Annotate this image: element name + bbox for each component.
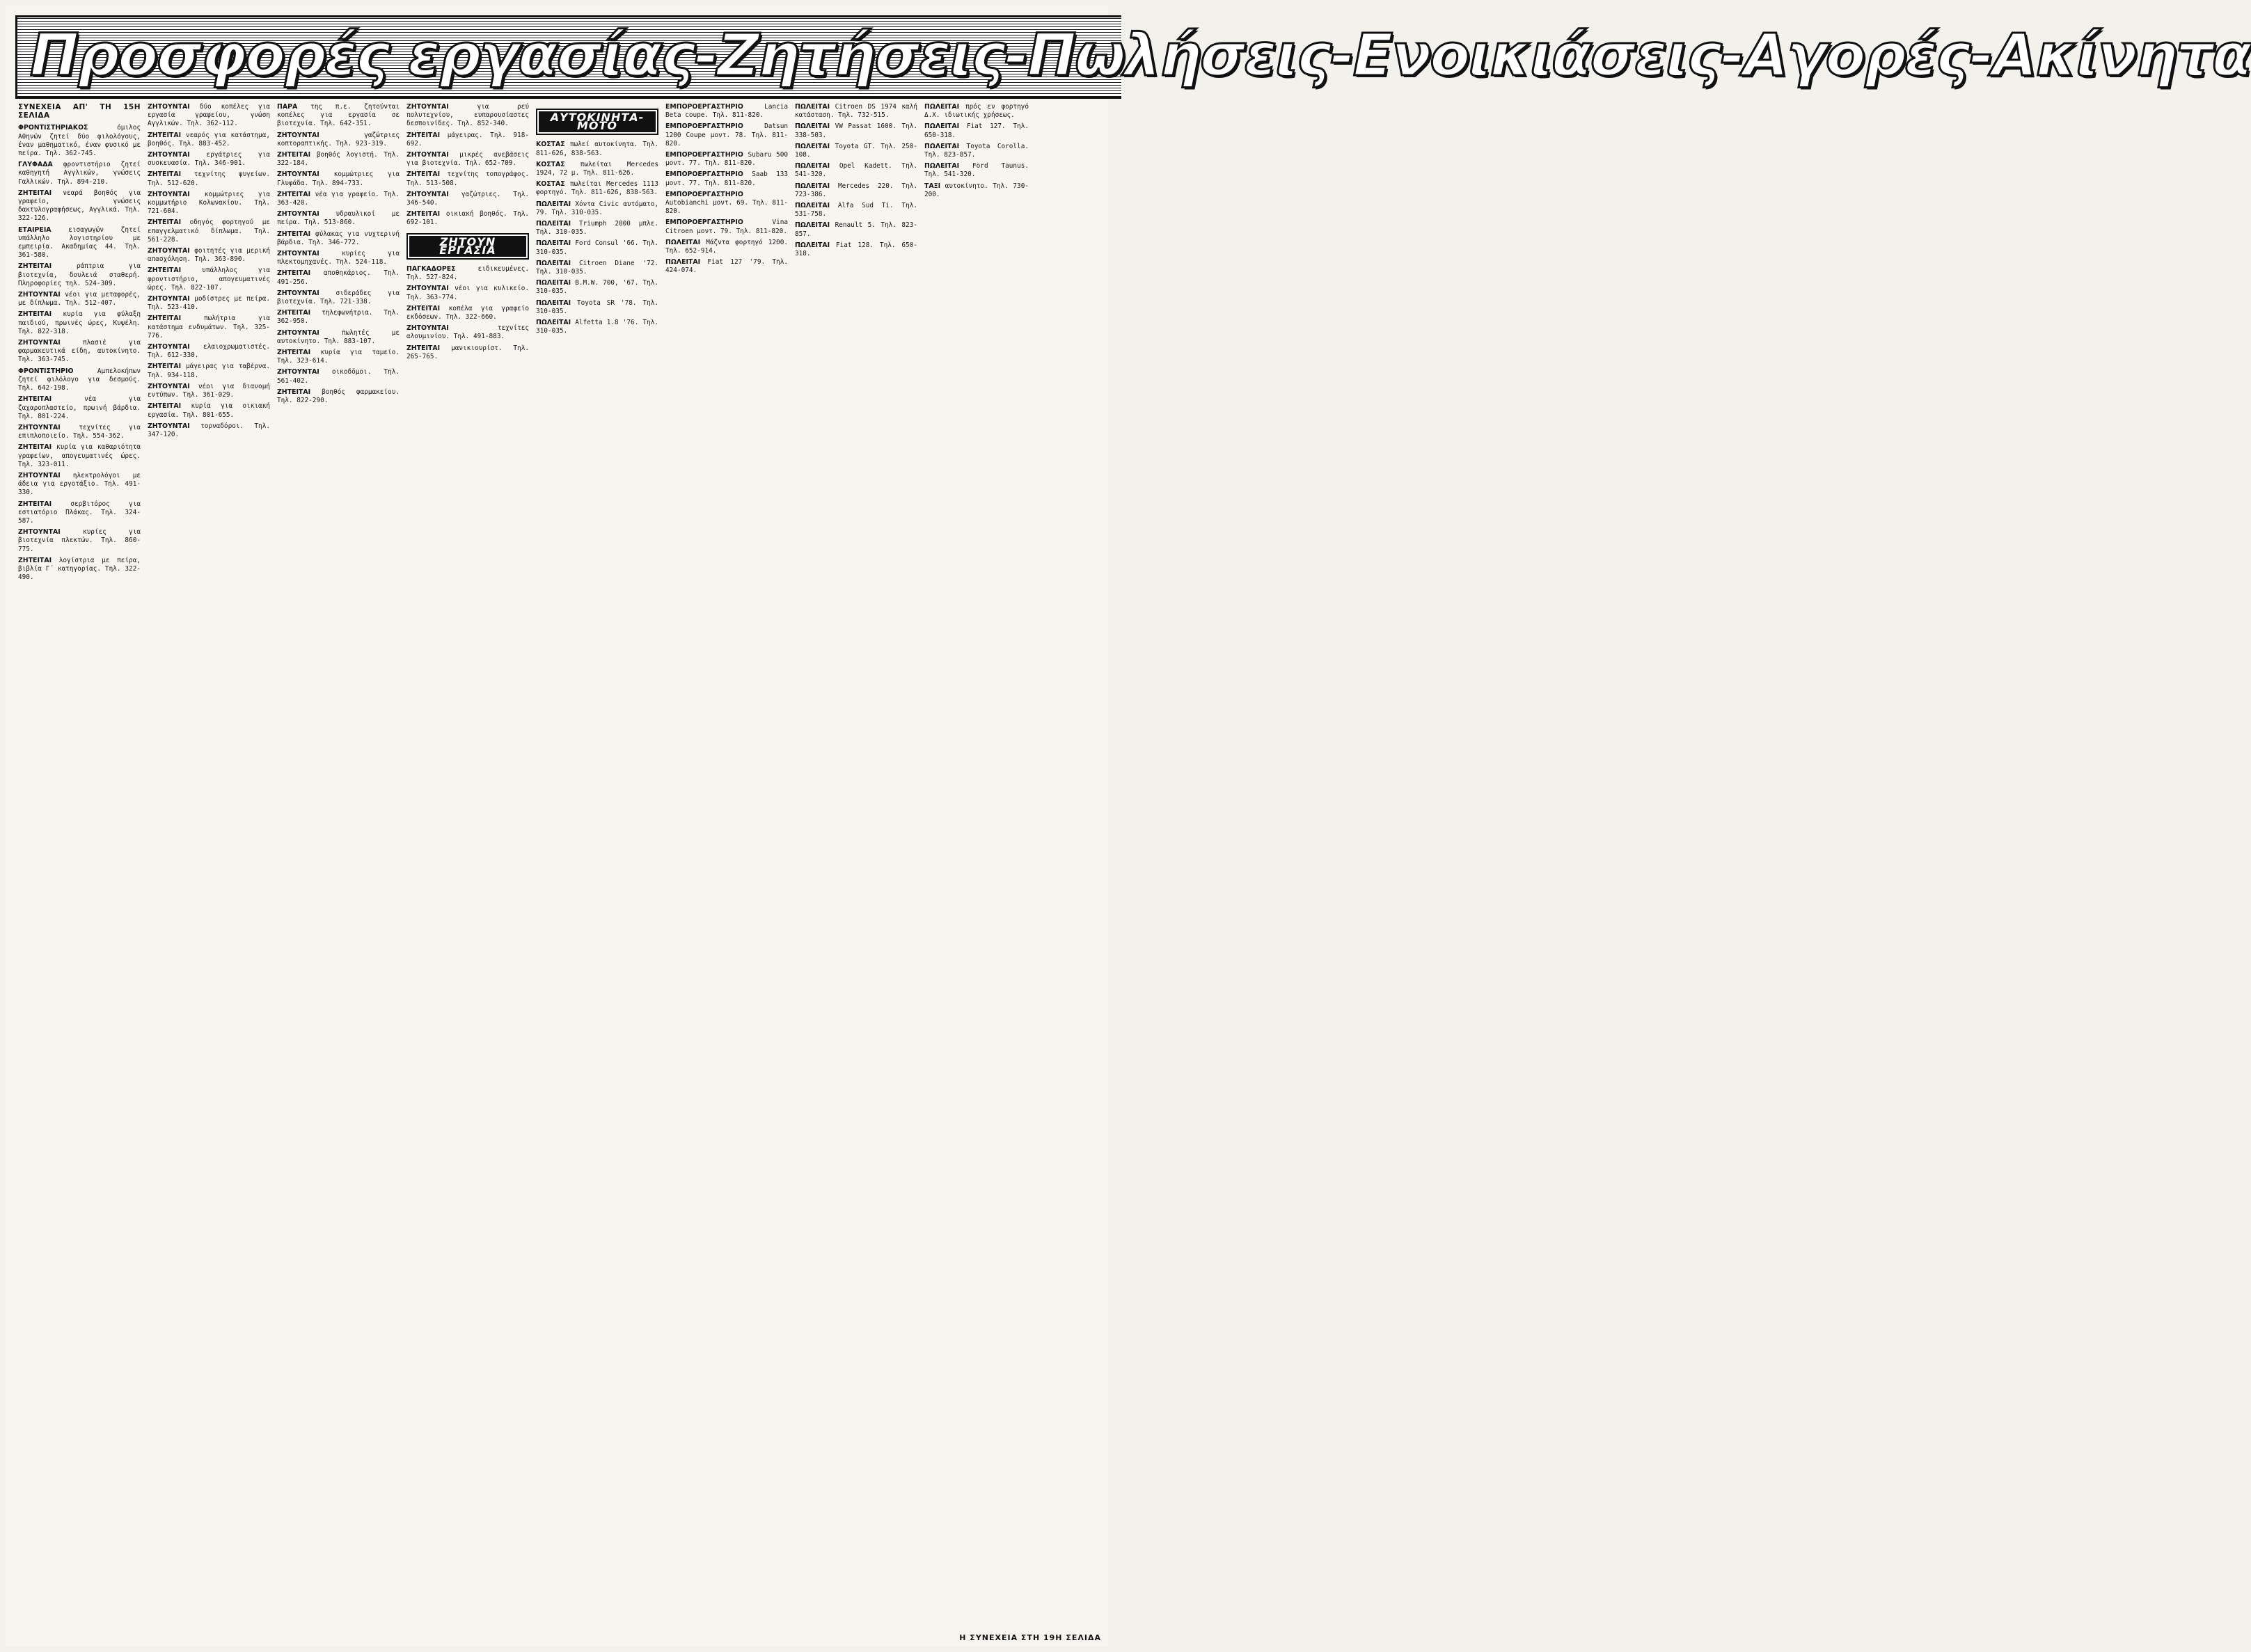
- list-item: ΚΟΣΤΑΣ πωλείται Mercedes 1924, 72 μ. Τηλ. 811-626.: [536, 160, 658, 177]
- list-item: ΖΗΤΕΙΤΑΙ κυρία για ταμείο. Τηλ. 323-614.: [277, 349, 400, 365]
- list-item: ΖΗΤΕΙΤΑΙ λογίστρια με πείρα, βιβλία Γ΄ κατηγορίας. Τηλ. 322-490.: [18, 556, 141, 582]
- list-item: ΕΜΠΟΡΟΕΡΓΑΣΤΗΡΙΟ Lancia Beta coupe. Τηλ. 811-820.: [665, 103, 788, 120]
- list-item: ΖΗΤΕΙΤΑΙ νέα για γραφείο. Τηλ. 363-420.: [277, 190, 400, 207]
- list-item: ΠΩΛΕΙΤΑΙ πρός εν φορτηγό Δ.Χ. ιδιωτικής χρήσεως.: [924, 103, 1029, 120]
- column-7: [795, 103, 917, 1651]
- list-item: ΖΗΤΟΥΝΤΑΙ για ρεύ πολυτεχνίου, ευπαρουσίαστες δεσποινίδες. Τηλ. 852-340.: [406, 103, 529, 128]
- list-item: ΖΗΤΟΥΝΤΑΙ γαζώτριες κοπτοραπτικής. Τηλ. 923-319.: [277, 131, 400, 148]
- list-item: ΠΩΛΕΙΤΑΙ Opel Kadett. Τηλ. 541-320.: [795, 162, 917, 179]
- list-item: ΚΟΣΤΑΣ πωλείται Mercedes 1113 φορτηγό. Τηλ. 811-626, 838-563.: [536, 180, 658, 197]
- list-item: ΠΩΛΕΙΤΑΙ Toyota SR '78. Τηλ. 310-035.: [536, 299, 658, 315]
- list-item: ΖΗΤΕΙΤΑΙ τηλεφωνήτρια. Τηλ. 362-950.: [277, 309, 400, 326]
- column-2: [148, 103, 270, 1651]
- list-item: ΖΗΤΟΥΝΤΑΙ πλασιέ για φαρμακευτικά είδη, αυτοκίνητο. Τηλ. 363-745.: [18, 339, 141, 364]
- list-item: ΖΗΤΟΥΝΤΑΙ γαζώτριες. Τηλ. 346-540.: [406, 190, 529, 207]
- column-6: [665, 103, 788, 1651]
- list-item: ΠΩΛΕΙΤΑΙ Triumph 2000 μπλε. Τηλ. 310-035.: [536, 220, 658, 237]
- list-item: ΠΩΛΕΙΤΑΙ Toyota GT. Τηλ. 250-108.: [795, 142, 917, 159]
- list-item: ΠΩΛΕΙΤΑΙ Renault 5. Τηλ. 823-857.: [795, 221, 917, 238]
- list-item: ΖΗΤΕΙΤΑΙ κοπέλα για γραφείο εκδόσεων. Τηλ. 322-660.: [406, 304, 529, 321]
- list-item: ΠΩΛΕΙΤΑΙ Alfa Sud Ti. Τηλ. 531-758.: [795, 202, 917, 219]
- list-item: ΖΗΤΕΙΤΑΙ κυρία για οικιακή εργασία. Τηλ. 801-655.: [148, 402, 270, 419]
- list-item: ΖΗΤΕΙΤΑΙ φύλακας για νυχτερινή βάρδια. Τηλ. 346-772.: [277, 230, 400, 246]
- list-item: ΕΜΠΟΡΟΕΡΓΑΣΤΗΡΙΟ Saab 133 μοντ. 77. Τηλ. 811-820.: [665, 170, 788, 187]
- list-item: ΠΩΛΕΙΤΑΙ Toyota Corolla. Τηλ. 823-857.: [924, 142, 1029, 159]
- list-item: ΕΜΠΟΡΟΕΡΓΑΣΤΗΡΙΟ Autobianchi μοντ. 69. Τηλ. 811-820.: [665, 190, 788, 216]
- list-item: ΖΗΤΕΙΤΑΙ υπάλληλος για φροντιστήριο, απογευματινές ώρες. Τηλ. 822-107.: [148, 267, 270, 292]
- list-item: ΠΩΛΕΙΤΑΙ Ford Consul '66. Τηλ. 310-035.: [536, 239, 658, 256]
- list-item: ΠΩΛΕΙΤΑΙ VW Passat 1600. Τηλ. 338-503.: [795, 122, 917, 139]
- list-item: ΖΗΤΟΥΝΤΑΙ ελαιοχρωματιστές. Τηλ. 612-330.: [148, 343, 270, 360]
- list-item: ΖΗΤΟΥΝΤΑΙ τεχνίτες αλουμινίου. Τηλ. 491-883.: [406, 324, 529, 341]
- list-item: ΦΡΟΝΤΙΣΤΗΡΙΟ Αμπελοκήπων ζητεί φιλόλογο για δεσμούς. Τηλ. 642-198.: [18, 367, 141, 392]
- list-item: ΖΗΤΟΥΝΤΑΙ μοδίστρες με πείρα. Τηλ. 523-410.: [148, 295, 270, 312]
- list-item: ΖΗΤΟΥΝΤΑΙ τορναδόροι. Τηλ. 347-120.: [148, 422, 270, 438]
- banner-title: Προσφορές εργασίας-Ζητήσεις-Πωλήσεις-Ενοικιάσεις-Αγορές-Ακίνητα: [30, 21, 2251, 89]
- continuation-footer: Η ΣΥΝΕΧΕΙΑ ΣΤΗ 19Η ΣΕΛΙΔΑ: [959, 1633, 1101, 1642]
- list-item: ΖΗΤΕΙΤΑΙ μάγειρας για ταβέρνα. Τηλ. 934-118.: [148, 363, 270, 379]
- newspaper-page: [6, 6, 2251, 1646]
- list-item: ΚΟΣΤΑΣ πωλεί αυτοκίνητα. Τηλ. 811-626, 838-563.: [536, 141, 658, 157]
- list-item: ΠΑΓΚΑΔΟΡΕΣ ειδικευμένες. Τηλ. 527-824.: [406, 265, 529, 282]
- list-item: ΠΩΛΕΙΤΑΙ Alfetta 1.8 '76. Τηλ. 310-035.: [536, 319, 658, 335]
- list-item: ΖΗΤΕΙΤΑΙ νεαρός για κατάστημα, βοηθός. Τηλ. 883-452.: [148, 131, 270, 148]
- list-item: ΠΩΛΕΙΤΑΙ Fiat 127 '79. Τηλ. 424-074.: [665, 258, 788, 275]
- list-item: ΖΗΤΕΙΤΑΙ αποθηκάριος. Τηλ. 491-256.: [277, 269, 400, 286]
- list-item: ΖΗΤΕΙΤΑΙ ράπτρια για βιοτεχνία, δουλειά σταθερή. Πληροφορίες τηλ. 524-309.: [18, 262, 141, 287]
- list-item: ΖΗΤΟΥΝΤΑΙ νέοι για κυλικείο. Τηλ. 363-774.: [406, 285, 529, 301]
- list-item: ΕΤΑΙΡΕΙΑ εισαγωγών ζητεί υπάλληλο λογιστηρίου με εμπειρία. Ακαδημίας 44. Τηλ. 361-580.: [18, 225, 141, 260]
- list-item: ΖΗΤΟΥΝΤΑΙ κομμώτριες για Γλυφάδα. Τηλ. 894-733.: [277, 170, 400, 187]
- list-item: ΖΗΤΕΙΤΑΙ νέα για ζαχαροπλαστείο, πρωινή βάρδια. Τηλ. 801-224.: [18, 395, 141, 420]
- list-item: ΖΗΤΟΥΝΤΑΙ υδραυλικοί με πείρα. Τηλ. 513-860.: [277, 210, 400, 227]
- list-item: ΖΗΤΕΙΤΑΙ τεχνίτης ψυγείων. Τηλ. 512-620.: [148, 170, 270, 187]
- list-item: ΖΗΤΟΥΝΤΑΙ νέοι για διανομή εντύπων. Τηλ. 361-029.: [148, 382, 270, 399]
- list-item: ΖΗΤΕΙΤΑΙ νεαρά βοηθός για γραφείο, γνώσεις δακτυλογραφήσεως, Αγγλικά. Τηλ. 322-126.: [18, 189, 141, 223]
- section-heading-aftokinita-moto: ΑΥΤΟΚΙΝΗΤΑ-ΜΟΤΟ: [536, 109, 658, 135]
- list-item: ΖΗΤΟΥΝΤΑΙ δύο κοπέλες για εργασία γραφείου, γνώση Αγγλικών. Τηλ. 362-112.: [148, 103, 270, 128]
- list-item: ΕΜΠΟΡΟΕΡΓΑΣΤΗΡΙΟ Vina Citroen μοντ. 79. Τηλ. 811-820.: [665, 219, 788, 235]
- list-item: ΖΗΤΟΥΝΤΑΙ εργάτριες για συσκευασία. Τηλ. 346-901.: [148, 151, 270, 168]
- column-3: [277, 103, 400, 1651]
- list-item: ΖΗΤΕΙΤΑΙ κυρία για καθαριότητα γραφείων, απογευματινές ώρες. Τηλ. 323-011.: [18, 443, 141, 468]
- list-item: ΖΗΤΕΙΤΑΙ οδηγός φορτηγού με επαγγελματικό δίπλωμα. Τηλ. 561-228.: [148, 219, 270, 244]
- list-item: ΖΗΤΟΥΝΤΑΙ οικοδόμοι. Τηλ. 561-402.: [277, 368, 400, 385]
- list-item: ΕΜΠΟΡΟΕΡΓΑΣΤΗΡΙΟ Datsun 1200 Coupe μοντ. 78. Τηλ. 811-820.: [665, 122, 788, 148]
- continuation-header: ΣΥΝΕΧΕΙΑ ΑΠ' ΤΗ 15Η ΣΕΛΙΔΑ: [18, 103, 141, 120]
- list-item: ΖΗΤΟΥΝΤΑΙ πωλητές με αυτοκίνητο. Τηλ. 883-107.: [277, 328, 400, 345]
- list-item: ΖΗΤΕΙΤΑΙ μάγειρας. Τηλ. 918-692.: [406, 131, 529, 148]
- list-item: ΖΗΤΟΥΝΤΑΙ κυρίες για πλεκτομηχανές. Τηλ. 524-118.: [277, 250, 400, 267]
- list-item: ΖΗΤΟΥΝΤΑΙ κομμώτριες για κομμωτήριο Κολωνακίου. Τηλ. 721-604.: [148, 190, 270, 216]
- list-item: ΠΩΛΕΙΤΑΙ Citroen DS 1974 καλή κατάσταση. Τηλ. 732-515.: [795, 103, 917, 120]
- list-item: ΖΗΤΟΥΝΤΑΙ φοιτητές για μερική απασχόληση. Τηλ. 363-890.: [148, 247, 270, 264]
- list-item: ΠΩΛΕΙΤΑΙ Fiat 127. Τηλ. 650-318.: [924, 122, 1029, 139]
- list-item: ΖΗΤΕΙΤΑΙ κυρία για φύλαξη παιδιού, πρωινές ώρες, Κυψέλη. Τηλ. 822-318.: [18, 310, 141, 335]
- list-item: ΖΗΤΕΙΤΑΙ τεχνίτης τοπογράφος. Τηλ. 513-508.: [406, 170, 529, 187]
- list-item: ΓΛΥΦΑΔΑ φροντιστήριο ζητεί καθηγητή Αγγλικών, γνώσεις Γαλλικών. Τηλ. 894-210.: [18, 161, 141, 186]
- list-item: ΖΗΤΕΙΤΑΙ βοηθός λογιστή. Τηλ. 322-184.: [277, 151, 400, 168]
- list-item: ΠΩΛΕΙΤΑΙ Citroen Diane '72. Τηλ. 310-035.: [536, 259, 658, 276]
- list-item: ΠΩΛΕΙΤΑΙ Mercedes 220. Τηλ. 723-386.: [795, 182, 917, 198]
- section-heading-zitoun-ergasia: ΖΗΤΟΥΝ ΕΡΓΑΣΙΑ: [406, 233, 529, 260]
- classified-columns: [18, 103, 1119, 1651]
- list-item: ΠΩΛΕΙΤΑΙ Χόντα Civic αυτόματο, 79. Τηλ. 310-035.: [536, 200, 658, 216]
- list-item: ΠΩΛΕΙΤΑΙ Μάζντα φορτηγό 1200. Τηλ. 652-914.: [665, 238, 788, 255]
- list-item: ΖΗΤΕΙΤΑΙ πωλήτρια για κατάστημα ενδυμάτων. Τηλ. 325-776.: [148, 315, 270, 340]
- list-item: ΠΑΡΑ της π.ε. ζητούνται κοπέλες για εργασία σε βιοτεχνία. Τηλ. 642-351.: [277, 103, 400, 128]
- list-item: ΦΡΟΝΤΙΣΤΗΡΙΑΚΟΣ όμιλος Αθηνών ζητεί δύο φιλολόγους, έναν μαθηματικό, έναν φυσικό με πείρα. Τηλ. 362-745.: [18, 124, 141, 158]
- column-8: [924, 103, 1029, 1651]
- column-5: [536, 103, 658, 1651]
- list-item: ΖΗΤΟΥΝΤΑΙ τεχνίτες για επιπλοποιείο. Τηλ. 554-362.: [18, 423, 141, 440]
- list-item: ΕΜΠΟΡΟΕΡΓΑΣΤΗΡΙΟ Subaru 500 μοντ. 77. Τηλ. 811-820.: [665, 151, 788, 168]
- list-item: ΖΗΤΕΙΤΑΙ μανικιουρίστ. Τηλ. 265-765.: [406, 344, 529, 360]
- list-item: ΠΩΛΕΙΤΑΙ Fiat 128. Τηλ. 650-318.: [795, 241, 917, 258]
- list-item: ΖΗΤΟΥΝΤΑΙ κυρίες για βιοτεχνία πλεκτών. Τηλ. 860-775.: [18, 528, 141, 553]
- classifieds-banner: [15, 15, 2251, 99]
- column-1: [18, 103, 141, 1651]
- list-item: ΖΗΤΟΥΝΤΑΙ σιδεράδες για βιοτεχνία. Τηλ. 721-338.: [277, 289, 400, 306]
- list-item: ΠΩΛΕΙΤΑΙ B.M.W. 700, '67. Τηλ. 310-035.: [536, 279, 658, 296]
- list-item: ΖΗΤΕΙΤΑΙ σερβιτόρος για εστιατόριο Πλάκας. Τηλ. 324-587.: [18, 500, 141, 525]
- list-item: ΠΩΛΕΙΤΑΙ Ford Taunus. Τηλ. 541-320.: [924, 162, 1029, 179]
- list-item: ΖΗΤΟΥΝΤΑΙ μικρές ανεβάσεις για βιοτεχνία. Τηλ. 652-709.: [406, 151, 529, 168]
- list-item: ΖΗΤΟΥΝΤΑΙ ηλεκτρολόγοι με άδεια για εργοτάξιο. Τηλ. 491-330.: [18, 471, 141, 497]
- list-item: ΖΗΤΟΥΝΤΑΙ νέοι για μεταφορές, με δίπλωμα. Τηλ. 512-407.: [18, 291, 141, 308]
- column-4: [406, 103, 529, 1651]
- list-item: ΖΗΤΕΙΤΑΙ οικιακή βοηθός. Τηλ. 692-101.: [406, 210, 529, 227]
- list-item: ΤΑΞΙ αυτοκίνητο. Τηλ. 730-200.: [924, 182, 1029, 198]
- list-item: ΖΗΤΕΙΤΑΙ βοηθός φαρμακείου. Τηλ. 822-290.: [277, 388, 400, 405]
